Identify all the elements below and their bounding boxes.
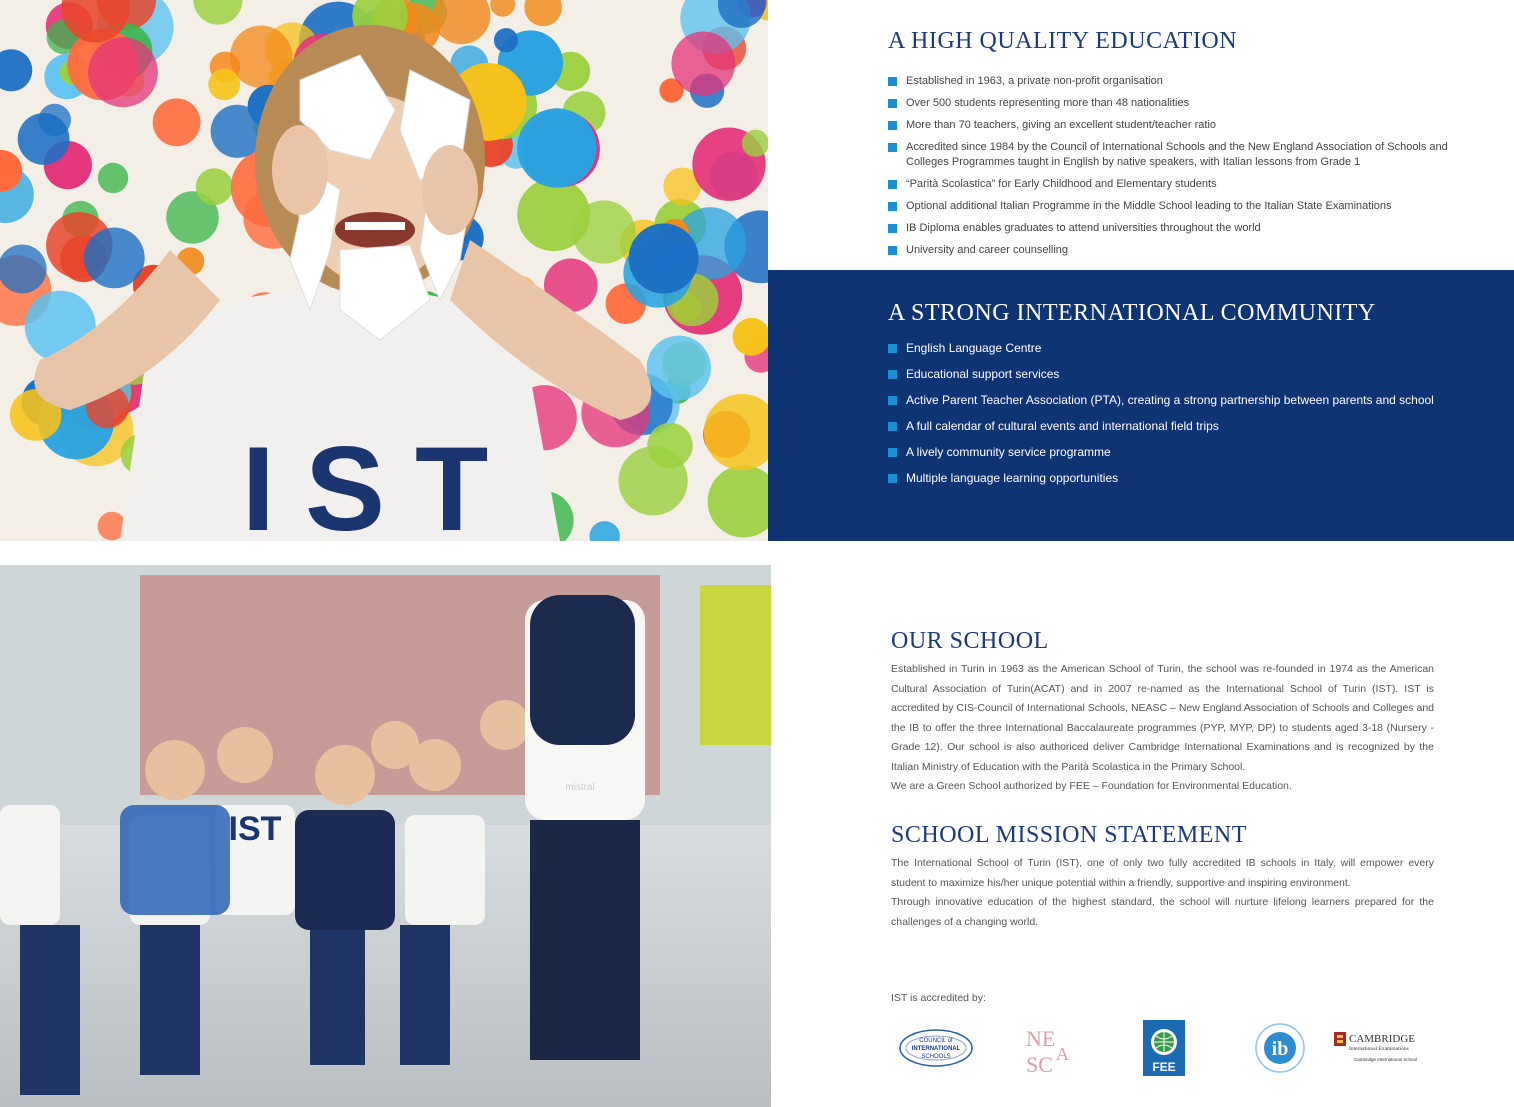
list-item [888,199,1488,214]
fee-logo [1143,1020,1185,1081]
list-item-text: Educational support services [906,367,1060,381]
section-mission-statement [891,820,1434,932]
bullet-square-icon [888,143,897,152]
bullet-square-icon [888,121,897,130]
confetti-dot [494,28,518,52]
list-item-text: “Parità Scolastica” for Early Childhood and Elementary students [906,178,1217,190]
svg-text:SC: SC [1026,1052,1053,1076]
cambridge-line1: International Examinations [1349,1046,1409,1052]
list-item-text: A full calendar of cultural events and international field trips [906,419,1219,433]
bullet-square-icon [888,202,897,211]
confetti-dot [0,245,47,294]
neasc-logo [1022,1022,1078,1081]
list-item-text: Over 500 students representing more than 48 nationalities [906,97,1190,109]
list-item-text: A lively community service programme [906,445,1111,459]
confetti-dot [619,446,688,515]
quality-list [888,74,1488,258]
list-item-text: Accredited since 1984 by the Council of International Schools and the New England Association of Schools and Colleges Programmes taught in English by native speakers, with Italian lessons from Grade 1 [906,141,1448,168]
list-item [888,470,1488,486]
our-school-heading: OUR SCHOOL [891,628,1049,654]
confetti-dot [84,228,145,289]
community-list [888,340,1488,486]
confetti-dot [647,336,711,400]
shirt-ist-text-bottom: IST [228,810,282,848]
list-item [888,221,1488,236]
list-item-text: More than 70 teachers, giving an excellent student/teacher ratio [906,119,1217,131]
list-item-text: IB Diploma enables graduates to attend universities throughout the world [906,222,1261,234]
our-school-text: Established in Turin in 1963 as the American School of Turin, the school was re-founded in 1974 as the American Cultural Association of Turin(ACAT) and in 2007 re-named as the International School of Turin (IST). IST is accredited by CIS-Council of International Schools, NEASC – New England Association of Schools and Colleges and the IB to offer the three International Baccalaureate programmes (PYP, MYP, DP) to students aged 3-18 (Nursery - Grade 12). Our school is also authoriced deliver Cambridge International Examinations and is recognized by the Italian Ministry of Education with the Parità Scolastica in the Primary School. [891,663,1434,773]
section-international-community [768,270,1514,541]
bullet-square-icon [888,344,897,353]
list-item [888,340,1488,356]
photo-child-paper-mask [0,0,768,541]
accredited-by-label: IST is accredited by: [891,992,986,1004]
cis-logo-line3: SCHOOLS [921,1054,951,1060]
bullet-square-icon [888,422,897,431]
list-item [888,366,1488,382]
confetti-dot [517,108,596,187]
section-high-quality-education [888,24,1488,265]
list-item-text: English Language Centre [906,341,1042,355]
list-item [888,74,1488,89]
bullet-square-icon [888,448,897,457]
bullet-square-icon [888,180,897,189]
confetti-dot [38,104,71,137]
mission-text: The International School of Turin (IST), one of only two fully accredited IB schools in Italy, will empower every student to maximize his/her unique potential within a friendly, supportive and inspiring environment. [891,857,1434,889]
list-item [888,118,1488,133]
svg-text:NE: NE [1026,1026,1056,1051]
fee-logo-text: FEE [1152,1060,1176,1074]
cambridge-name: CAMBRIDGE [1349,1033,1416,1045]
community-heading: A STRONG INTERNATIONAL COMMUNITY [888,300,1376,326]
list-item [888,418,1488,434]
list-item [888,444,1488,460]
list-item [888,392,1488,408]
bullet-square-icon [888,246,897,255]
list-item-text: Multiple language learning opportunities [906,471,1119,485]
confetti-dot [98,163,128,193]
confetti-dot [629,224,699,294]
photo-students-hallway [0,565,771,1107]
bullet-square-icon [888,396,897,405]
ib-logo [1254,1022,1306,1079]
confetti-dot [88,37,158,107]
backpack-brand-text: mistral [565,782,595,793]
list-item-text: Optional additional Italian Programme in the Middle School leading to the Italian State Examinations [906,200,1392,212]
mission-heading: SCHOOL MISSION STATEMENT [891,822,1247,848]
cambridge-line2: Cambridge International School [1354,1057,1418,1062]
list-item-text: Established in 1963, a private non-profit organisation [906,75,1163,87]
ib-logo-text: ib [1271,1038,1289,1060]
list-item [888,96,1488,111]
photo-child-illustration [0,0,768,541]
list-item [888,243,1488,258]
confetti-dot [517,178,590,251]
confetti-dot [208,69,240,101]
list-item [888,177,1488,192]
confetti-dot [742,130,768,157]
bullet-square-icon [888,370,897,379]
mission-text-2: Through innovative education of the highest standard, the school will nurture lifelong learners prepared for the challenges of a changing world. [891,896,1434,928]
bullet-square-icon [888,474,897,483]
quality-heading: A HIGH QUALITY EDUCATION [888,28,1238,54]
list-item [888,140,1488,170]
list-item-text: Active Parent Teacher Association (PTA), creating a strong partnership between parents and school [906,393,1434,407]
cis-logo-line1: COUNCIL of [919,1038,953,1044]
our-school-green-text: We are a Green School authorized by FEE – Foundation for Environmental Education. [891,780,1292,792]
bullet-square-icon [888,224,897,233]
list-item-text: University and career counselling [906,244,1069,256]
confetti-dot [153,98,201,146]
confetti-dot [196,168,233,205]
section-our-school [891,626,1434,797]
cis-logo [898,1022,974,1079]
bullet-square-icon [888,77,897,86]
cis-logo-line2: INTERNATIONAL [911,1046,961,1052]
bullet-square-icon [888,99,897,108]
confetti-dot [671,32,735,96]
svg-text:A: A [1056,1044,1069,1064]
cambridge-logo [1334,1030,1434,1071]
photo-hallway-illustration [0,565,771,1107]
shirt-ist-text: IST [241,422,519,541]
